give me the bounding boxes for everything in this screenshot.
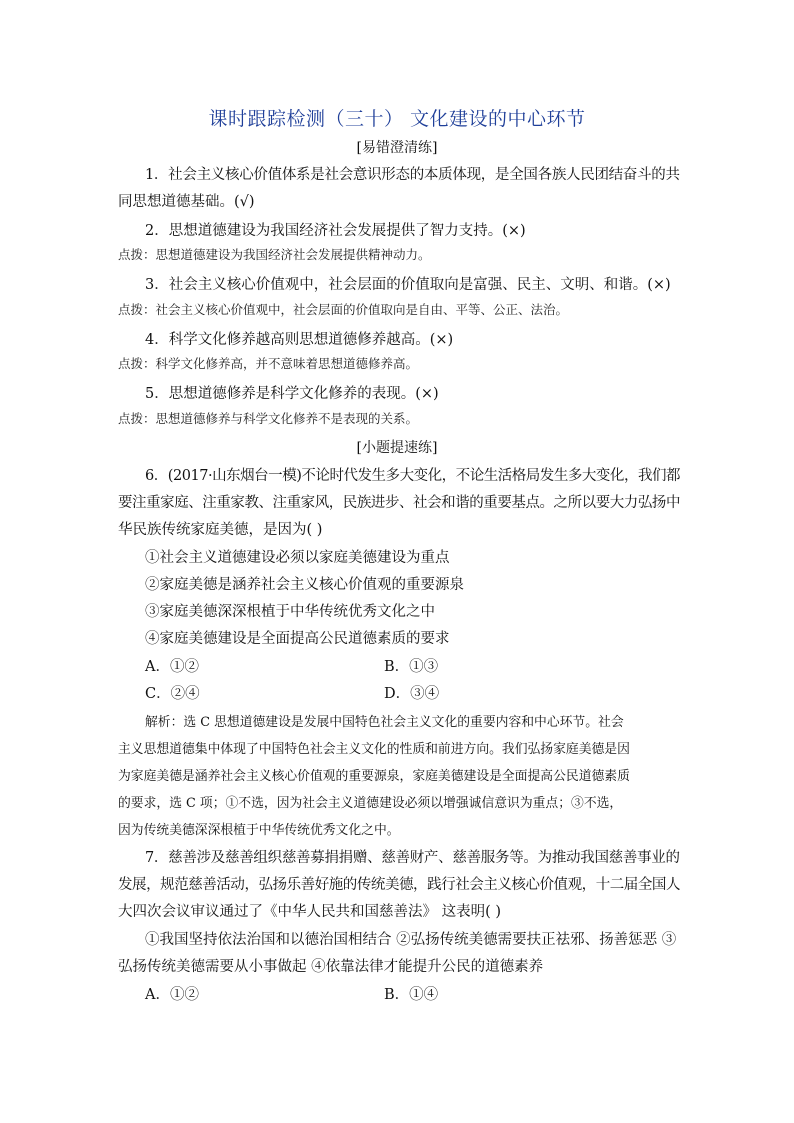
item-2-tip: 点拨：思想道德建设为我国经济社会发展提供精神动力。 bbox=[118, 247, 431, 262]
q6-analysis-line-4: 的要求，选 C 项；①不选，因为社会主义道德建设必须以增强诚信意识为重点；③不选， bbox=[118, 796, 623, 811]
item-4-statement: 4．科学文化修养越高则思想道德修养越高。(×) bbox=[145, 332, 454, 348]
item-1-line-2: 同思想道德基础。(√) bbox=[118, 194, 255, 210]
q7-stem-line-2: 发展，规范慈善活动，弘扬乐善好施的传统美德，践行社会主义核心价值观，十二届全国人 bbox=[118, 877, 680, 893]
q6-option-b: B．①③ bbox=[384, 659, 439, 675]
q6-option-d: D．③④ bbox=[384, 686, 440, 702]
item-5-statement: 5．思想道德修养是科学文化修养的表现。(×) bbox=[145, 386, 439, 402]
page-title: 课时跟踪检测（三十） 文化建设的中心环节 bbox=[208, 108, 586, 130]
q7-statement-line-1: ①我国坚持依法治国和以德治国相结合 ②弘扬传统美德需要扶正祛邪、扬善惩恶 ③ bbox=[145, 932, 677, 948]
q6-stem-line-2: 要注重家庭、注重家教、注重家风，民族进步、社会和谐的重要基点。之所以要大力弘扬中 bbox=[118, 495, 680, 511]
q7-statement-line-2: 弘扬传统美德需要从小事做起 ④依靠法律才能提升公民的道德素养 bbox=[118, 959, 544, 975]
item-3-statement: 3．社会主义核心价值观中，社会层面的价值取向是富强、民主、文明、和谐。(×) bbox=[145, 277, 671, 293]
q6-stem-line-1: 6．(2017·山东烟台一模)不论时代发生多大变化，不论生活格局发生多大变化，我们都 bbox=[145, 468, 681, 484]
item-2-statement: 2．思想道德建设为我国经济社会发展提供了智力支持。(×) bbox=[145, 223, 526, 239]
q6-stem-line-3: 华民族传统家庭美德，是因为( ) bbox=[118, 522, 323, 538]
q6-option-a: A．①② bbox=[145, 659, 199, 675]
q6-statement-3: ③家庭美德深深根植于中华传统优秀文化之中 bbox=[145, 604, 435, 620]
section-heading-speed-practice: [小题提速练] bbox=[356, 440, 438, 456]
q7-option-a: A．①② bbox=[145, 987, 199, 1003]
q6-statement-2: ②家庭美德是涵养社会主义核心价值观的重要源泉 bbox=[145, 577, 464, 593]
q7-stem-line-1: 7．慈善涉及慈善组织慈善募捐捐赠、慈善财产、慈善服务等。为推动我国慈善事业的 bbox=[145, 850, 680, 866]
q6-analysis-line-5: 因为传统美德深深根植于中华传统优秀文化之中。 bbox=[118, 823, 400, 838]
q7-stem-line-3: 大四次会议审议通过了《中华人民共和国慈善法》 这表明( ) bbox=[118, 904, 502, 920]
item-4-tip: 点拨：科学文化修养高，并不意味着思想道德修养高。 bbox=[118, 356, 419, 371]
q6-analysis-line-2: 主义思想道德集中体现了中国特色社会主义文化的性质和前进方向。我们弘扬家庭美德是因 bbox=[118, 742, 630, 757]
q6-analysis-line-3: 为家庭美德是涵养社会主义核心价值观的重要源泉，家庭美德建设是全面提高公民道德素质 bbox=[118, 769, 630, 784]
q6-analysis-line-1: 解析：选 C 思想道德建设是发展中国特色社会主义文化的重要内容和中心环节。社会 bbox=[145, 715, 624, 730]
q7-option-b: B．①④ bbox=[384, 987, 439, 1003]
item-5-tip: 点拨：思想道德修养与科学文化修养不是表现的关系。 bbox=[118, 411, 419, 426]
q6-statement-1: ①社会主义道德建设必须以家庭美德建设为重点 bbox=[145, 550, 450, 566]
item-1-line-1: 1．社会主义核心价值体系是社会意识形态的本质体现，是全国各族人民团结奋斗的共 bbox=[145, 167, 680, 183]
q6-statement-4: ④家庭美德建设是全面提高公民道德素质的要求 bbox=[145, 631, 450, 647]
section-heading-error-clarification: [易错澄清练] bbox=[356, 140, 438, 156]
item-3-tip: 点拨：社会主义核心价值观中，社会层面的价值取向是自由、平等、公正、法治。 bbox=[118, 302, 569, 317]
q6-option-c: C．②④ bbox=[145, 686, 200, 702]
